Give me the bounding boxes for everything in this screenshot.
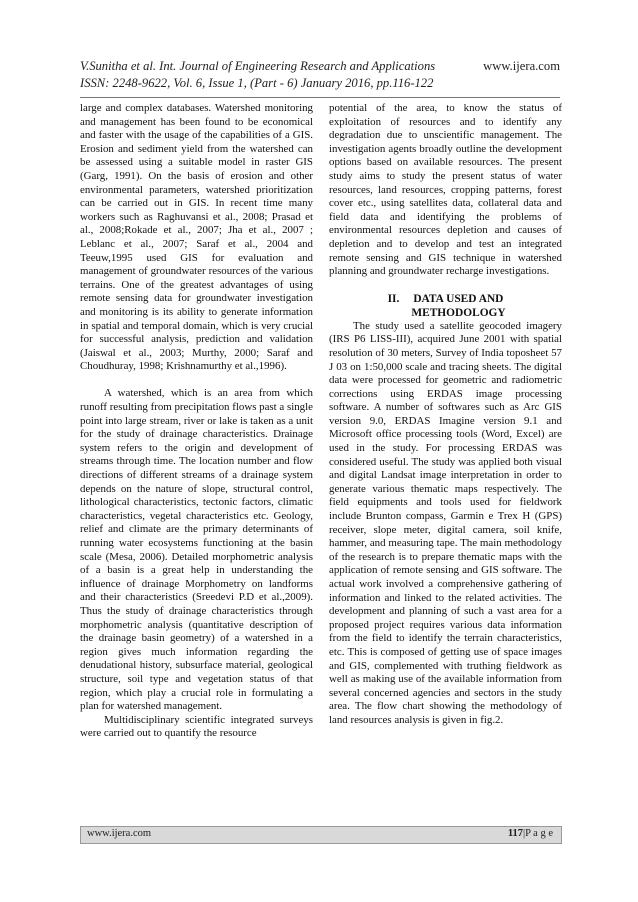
section-title-line2: METHODOLOGY [411,306,506,319]
right-paragraph-1: potential of the area, to know the status of exploitation of resources and to identify any degradation due to unscientific management. The investigation agents broadly outline the development options based on available resources. The present study aims to study the present status of water resources, land resources, cropping patterns, forest cover etc., using satellites data, collateral data and field data and identifying the problems of environmental resources depletion and causes of depletion and to develop and test an integrated remote sensing and GIS technique in watershed planning and groundwater recharge investigations. [329,102,562,278]
header-citation-line1: V.Sunitha et al. Int. Journal of Engineering Research and Applications [80,59,436,73]
left-paragraph-1: large and complex databases. Watershed monitoring and management has been found to be economical and faster with the usage of the capabilities of a GIS. Erosion and sediment yield from the watershed can be assessed using a suitable model in raster GIS (Garg, 1991). On the basis of erosion and other environmental parameters, watershed prioritization can be carried out in GIS. In recent time many workers such as Raghuvansi et al., 2008; Prasad et al., 2008;Rokade et al., 2007; Jha et al., 2007 ; Leblanc et al., 2007; Saraf et al., 2004 and Teeuw,1995 used GIS for evaluation and management of groundwater resources of the various terrains. One of the greatest advantages of using remote sensing data for groundwater investigation and monitoring is its ability to generate information in spatial and temporal domain, which is very crucial for successful analysis, prediction and validation (Jaiswal et al., 2003; Murthy, 2000; Saraf and Choudhuray, 1998; Krishnamurthy et al.,1996). [80,102,313,373]
footer-website: www.ijera.com [87,828,152,839]
page-footer [80,826,562,844]
header-divider [80,97,560,98]
header-website: www.ijera.com [483,59,560,73]
left-column [80,102,313,741]
footer-page-indicator [508,828,553,839]
right-paragraph-2: The study used a satellite geocoded imagery (IRS P6 LISS-III), acquired June 2001 with spatial resolution of 30 meters, Survey of India toposheet 57 J 03 on 1:50,000 scale and tracing sheets. The digital data were processed for geometric and radiometric corrections using ERDAS image processing software. A number of softwares such as Arc GIS version 9.0, ERDAS Imagine version 9.1 and Microsoft office processing tools (Word, Excel) are used in the study. For processing ERDAS was considered useful. The study was applied both visual and digital Landsat image interpretation in order to generate various thematic maps respectively. The field equipments and tools used for fieldwork include Brunton compass, Garmin e Trex H (GPS) receiver, slope meter, digital camera, soil knife, hammer, and measuring tape. The main methodology of the research is to prepare thematic maps with the application of remote sensing and GIS software. The actual work involved a comprehensive gathering of information and linked to the related activities. The development and planning of such a vast area for a proposed project requires various data information from the field to identify the terrain characteristics, etc. This is composed of getting use of space images and GIS, complemented with truthing fieldwork as well as making use of the available information from several concerned agencies and sectors in the study area. The flow chart showing the methodology of land resources analysis is given in fig.2. [329,319,562,726]
left-paragraph-2: A watershed, which is an area from which runoff resulting from precipitation flows past a single point into large stream, river or lake is taken as a unit for the study of drainage characteristics. Drainage system refers to the origin and development of streams through time. The location number and flow directions of different streams of a drainage system depends on the nature of slope, structural control, lithological characteristics, tectonic factors, climatic characteristics, vegetal characteristics etc. Geology, relief and climate are the primary determinants of running water ecosystems functioning at the basin scale (Mesa, 2006). Detailed morphometric analysis of a basin is a great help in understanding the influence of drainage Morphometry on landforms and their characteristics (Sreedevi P.D et al.,2009). Thus the study of drainage characteristics through morphometric analysis (quantitative description of the drainage basin geometry) of a watershed in a region gives much information regarding the denudational history, subsurface material, geological structure, soil type and vegetation status of that region, which play a crucial role in formulating a plan for watershed management. [80,387,313,713]
section-number: II. [387,292,400,305]
section-heading [329,292,562,320]
page-label: |P a g e [523,828,553,839]
left-paragraph-3: Multidisciplinary scientific integrated surveys were carried out to quantify the resource [80,713,313,740]
header-citation-line2: ISSN: 2248-9622, Vol. 6, Issue 1, (Part - 6) January 2016, pp.116-122 [80,76,434,90]
page-number: 117 [507,828,523,839]
right-column [329,102,562,728]
section-title-line1: DATA USED AND [413,292,504,305]
running-header-citation [80,58,490,92]
